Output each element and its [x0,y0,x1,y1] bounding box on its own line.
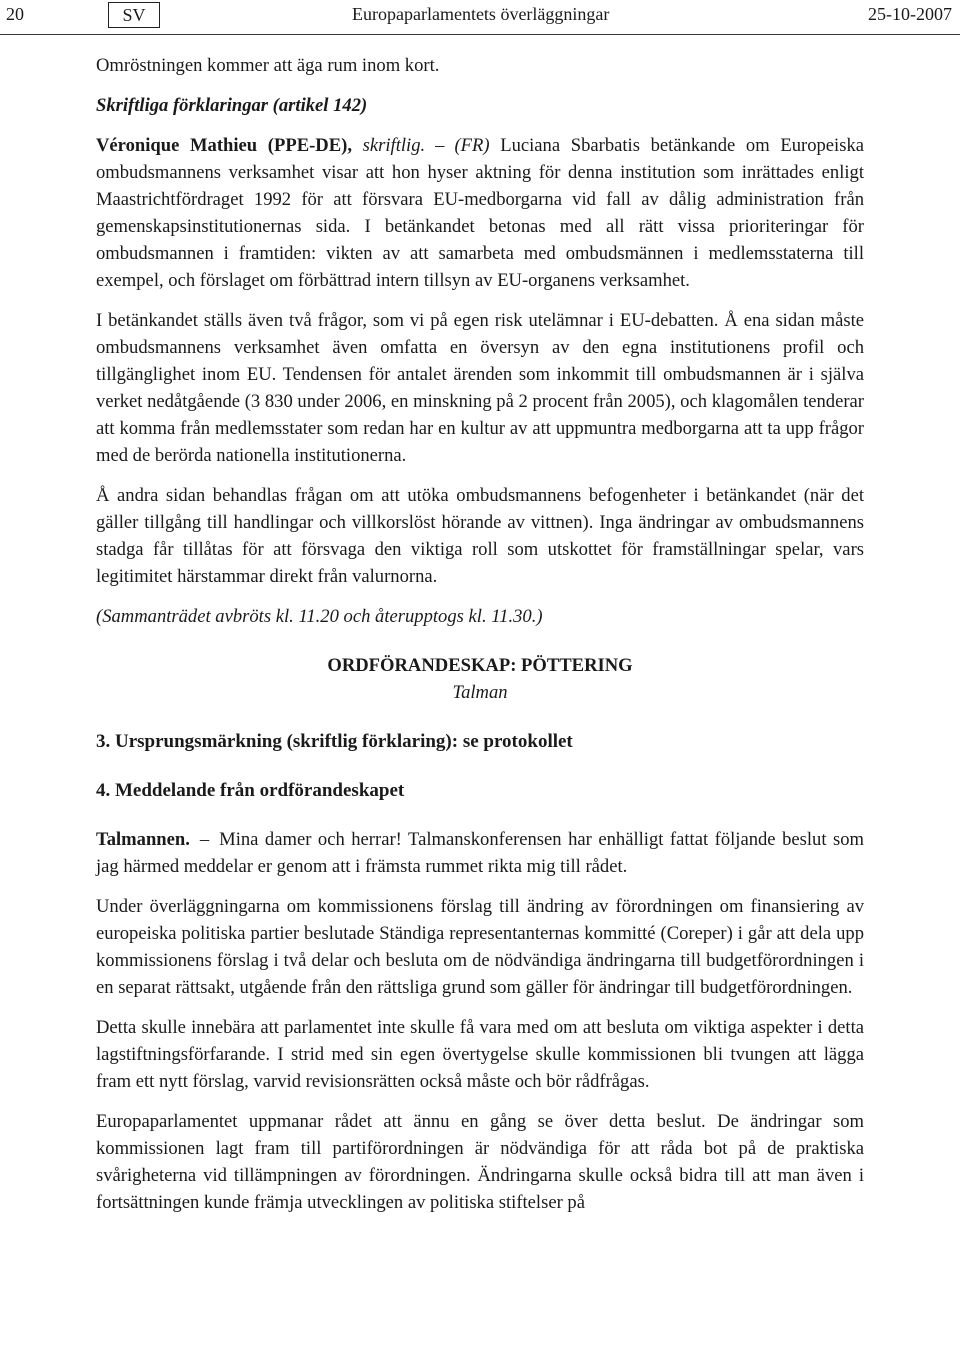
paragraph: Europaparlamentet uppmanar rådet att ännu en gång se över detta beslut. De ändringar som kommissionen lagt fram till partiförordningen är nödvändiga för att råda bot på de praktiska svårigheterna vid tillämpningen av förordningen. Ändringarna skulle också bidra till att man även i fortsättningen kunde främja utvecklingen av politiska stiftelser på [96,1111,864,1213]
document-title: Europaparlamentets överläggningar [352,4,610,24]
dash: – [199,829,210,850]
written-explanations-heading: Skriftliga förklaringar (artikel 142) [96,95,368,116]
agenda-item-3: 3. Ursprungsmärkning (skriftlig förklaring): se protokollet [96,731,573,752]
statement-text: Luciana Sbarbatis betänkande om Europeiska ombudsmannens verksamhet visar att hon hyser aktning för denna institution som inrättades enligt Maastrichtfördraget 1992 för att försvara EU-medborgarna vid fall av dålig administration från gemenskapsinstitutionernas sida. I betänkandet betonas med all rätt vissa prioriteringar för ombudsmannen i framtiden: vikten av att samarbeta med ombudsmännen i medlemsstaterna till exempel, och förslaget om förbättrad intern tillsyn av EU-organens verksamhet. [96,135,864,291]
chair-role: Talman [452,682,508,703]
paragraph: Detta skulle innebära att parlamentet inte skulle få vara med om att besluta om viktiga aspekter i detta lagstiftningsförfarande. I strid med sin egen övertygelse skulle kommissionen bli tvungen att lägga fram ett nytt förslag, varvid revisionsrätten också måste och bör rådfrågas. [96,1017,864,1092]
page-number: 20 [6,4,24,24]
speaker-name: Véronique Mathieu (PPE-DE), [96,135,352,156]
mathieu-statement [96,132,864,294]
language-box: SV [108,2,160,28]
statement-mode: skriftlig. [362,135,426,156]
president-statement [96,826,864,880]
session-suspension-note: (Sammanträdet avbröts kl. 11.20 och återupptogs kl. 11.30.) [96,606,543,627]
vote-notice: Omröstningen kommer att äga rum inom kort. [96,55,440,76]
paragraph: Å andra sidan behandlas frågan om att utöka ombudsmannens befogenheter i betänkandet (när det gäller tillgång till handlingar och villkorslöst hörande av vittnen). Inga ändringar av ombudsmannens stadga får tillåtas för att försvaga den viktiga roll som utskottet för framställningar spelar, vars legitimitet härstammar direkt från valurnorna. [96,485,864,587]
dash: – [435,135,445,156]
speaker-name: Talmannen. [96,829,190,850]
page-header [0,0,960,35]
agenda-item-4: 4. Meddelande från ordförandeskapet [96,780,405,801]
language-tag: (FR) [454,135,490,156]
document-date: 25-10-2007 [868,4,952,24]
paragraph: I betänkandet ställs även två frågor, som vi på egen risk utelämnar i EU-debatten. Å ena sidan måste ombudsmannens verksamhet även omfatta en översyn av den egna institutionens profil och tillgänglighet inom EU. Tendensen för antalet ärenden som inkommit till ombudsmannen är i själva verket nedåtgående (3 830 under 2006, en minskning på 2 procent från 2005), och klagomålen tenderar att komma från medlemsstater som redan har en kultur av att uppmuntra medborgarna att ta upp frågor med de berörda nationella institutionerna. [96,310,864,466]
paragraph: Under överläggningarna om kommissionens förslag till ändring av förordningen om finansiering av europeiska politiska partier beslutade Ständiga representanternas kommitté (Coreper) i går att dela upp kommissionens förslag i två delar och besluta om de nödvändiga ändringarna till budgetförordningen i en separat rättsakt, utgående från den rättsliga grund som gäller för ändringar till budgetförordningen. [96,896,864,998]
chair-heading: ORDFÖRANDESKAP: PÖTTERING [327,655,633,676]
statement-text: Mina damer och herrar! Talmanskonferensen har enhälligt fattat följande beslut som jag härmed meddelar er genom att i främsta rummet rikta mig till rådet. [96,829,864,877]
document-body [96,52,864,1216]
